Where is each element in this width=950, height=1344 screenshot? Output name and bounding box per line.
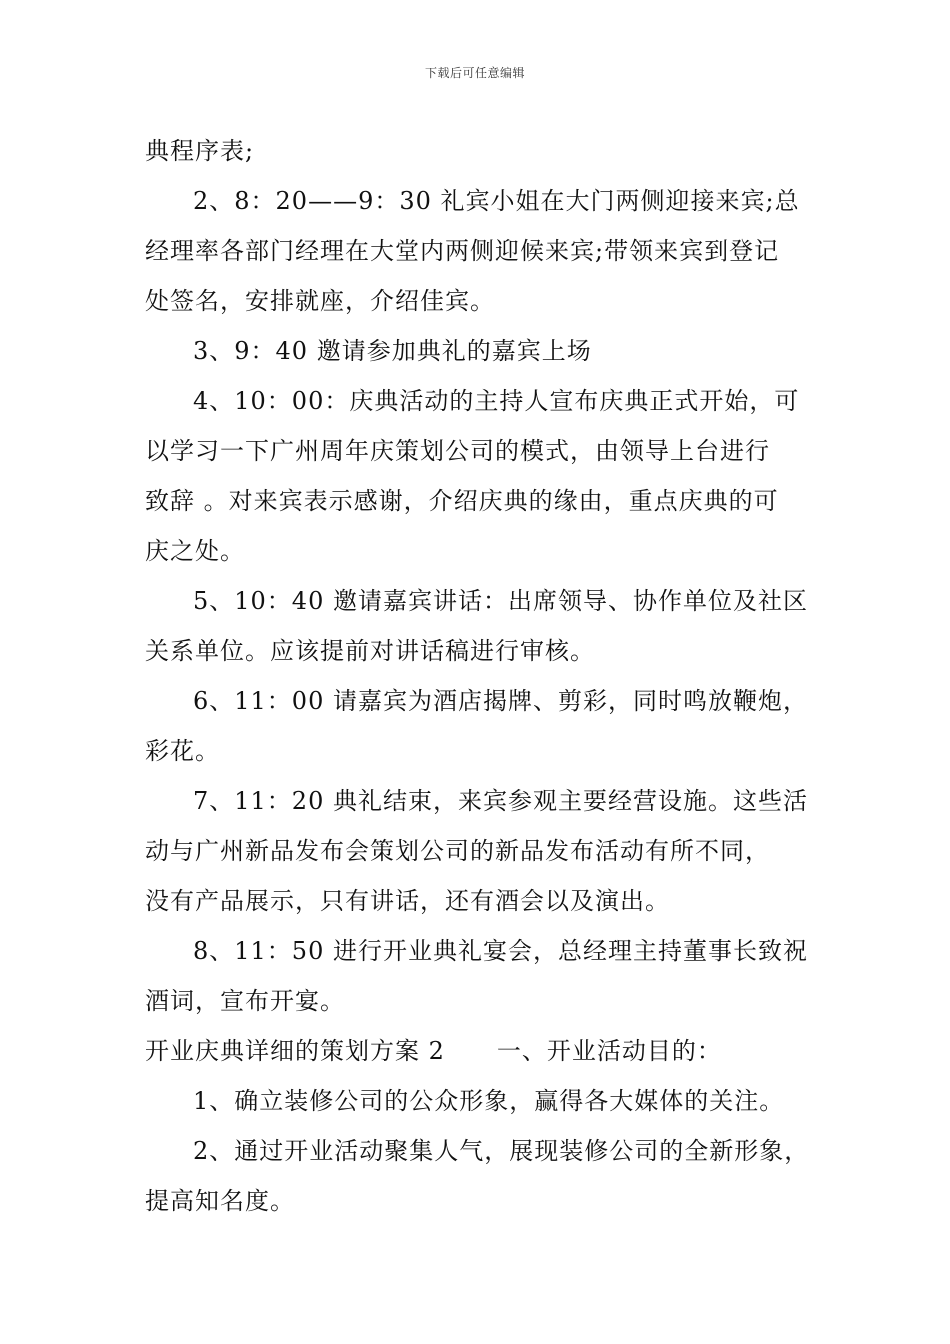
text-line: 典程序表; xyxy=(145,137,255,165)
text-line: 经理率各部门经理在大堂内两侧迎候来宾;带领来宾到登记 xyxy=(145,237,780,265)
text-line: 2、通过开业活动聚集人气，展现装修公司的全新形象， xyxy=(193,1137,810,1165)
text-line: 8、11：50 进行开业典礼宴会，总经理主持董事长致祝 xyxy=(193,937,808,965)
page-header-note: 下载后可任意编辑 xyxy=(424,66,525,80)
text-line: 酒词，宣布开宴。 xyxy=(145,987,345,1015)
text-line: 庆之处。 xyxy=(145,537,245,565)
text-line: 以学习一下广州周年庆策划公司的模式，由领导上台进行 xyxy=(145,437,770,465)
text-line: 关系单位。应该提前对讲话稿进行审核。 xyxy=(145,637,595,665)
text-line: 5、10：40 邀请嘉宾讲话：出席领导、协作单位及社区 xyxy=(193,587,808,615)
section-subtitle: 一、开业活动目的： xyxy=(496,1037,722,1065)
text-line: 6、11：00 请嘉宾为酒店揭牌、剪彩，同时鸣放鞭炮， xyxy=(193,687,808,715)
text-line: 7、11：20 典礼结束，来宾参观主要经营设施。这些活 xyxy=(193,787,808,815)
text-line: 致辞 。对来宾表示感谢，介绍庆典的缘由，重点庆典的可 xyxy=(145,487,779,515)
text-line: 4、10：00：庆典活动的主持人宣布庆典正式开始，可 xyxy=(193,387,800,415)
text-line: 彩花。 xyxy=(145,737,220,765)
text-line: 1、确立装修公司的公众形象，赢得各大媒体的关注。 xyxy=(193,1087,785,1115)
section-heading-line xyxy=(145,1026,825,1076)
text-line: 2、8：20——9：30 礼宾小姐在大门两侧迎接来宾;总 xyxy=(193,187,800,215)
text-line: 处签名，安排就座，介绍佳宾。 xyxy=(145,287,495,315)
text-line: 没有产品展示，只有讲话，还有酒会以及演出。 xyxy=(145,887,670,915)
document-body xyxy=(145,126,825,1226)
text-line: 动与广州新品发布会策划公司的新品发布活动有所不同， xyxy=(145,837,770,865)
text-line: 提高知名度。 xyxy=(145,1187,295,1215)
section-title: 开业庆典详细的策划方案 2 xyxy=(145,1037,445,1065)
text-line: 3、9：40 邀请参加典礼的嘉宾上场 xyxy=(193,337,592,365)
